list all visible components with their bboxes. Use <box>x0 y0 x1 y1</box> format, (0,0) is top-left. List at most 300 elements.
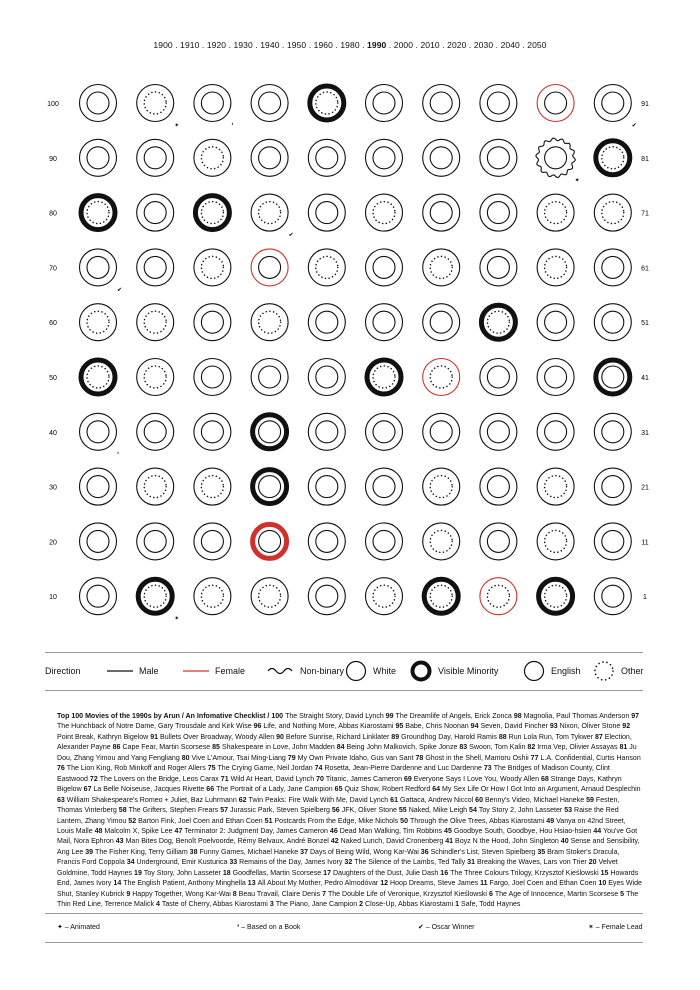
inner-ring <box>201 421 223 443</box>
row-label-right: 31 <box>641 429 649 437</box>
film-title: All About My Mother, Pedro Almodóvar <box>257 880 379 888</box>
inner-ring-dotted <box>373 366 395 388</box>
film-title: Fargo, Joel Coen and Ethan Coen <box>489 880 597 888</box>
row-label-right: 21 <box>641 484 649 492</box>
inner-ring-dotted <box>430 585 452 607</box>
inner-ring-dotted <box>430 366 452 388</box>
inner-ring <box>545 92 567 114</box>
wavy-line-icon <box>267 666 295 676</box>
inner-ring <box>87 256 109 278</box>
outer-ring <box>537 359 574 396</box>
film-cell <box>137 249 174 286</box>
outer-ring <box>366 578 403 615</box>
film-title: The Thin Red Line, Terrence Malick <box>57 890 639 909</box>
film-title: Rosetta, Jean-Pierre Dardenne and Luc Dardenne <box>324 765 482 773</box>
film-cell <box>366 468 403 505</box>
film-title: Boyz N the Hood, John Singleton <box>455 838 559 846</box>
film-cell <box>366 523 403 560</box>
outer-ring <box>251 304 288 341</box>
legend-direction <box>45 660 81 682</box>
row-label-left: 60 <box>49 320 57 328</box>
outer-ring <box>195 196 229 230</box>
film-title: The Bridges of Madison County, Clint Eastwood <box>57 765 610 783</box>
film-rank: 36 <box>418 848 431 856</box>
outer-ring <box>194 523 231 560</box>
outer-ring <box>251 359 288 396</box>
checklist-title: Top 100 Movies of the 1990s by Arun / An Infomative Checklist / <box>57 713 270 720</box>
inner-ring-dotted <box>602 202 624 224</box>
inner-ring <box>430 202 452 224</box>
outer-ring <box>194 85 231 122</box>
film-title: The English Patient, Anthony Minghella <box>123 880 246 888</box>
row-label-right: 91 <box>641 101 649 108</box>
legend-other-label: Other <box>621 666 644 676</box>
inner-ring <box>316 147 338 169</box>
decade-2030: 2030 <box>473 40 494 50</box>
inner-ring <box>545 147 567 169</box>
outer-ring <box>480 139 517 176</box>
inner-ring-dotted <box>259 311 281 333</box>
film-cell <box>537 249 574 286</box>
film-rank: 42 <box>328 838 341 846</box>
film-rank: 31 <box>465 859 477 867</box>
outer-ring <box>308 304 345 341</box>
inner-ring-dotted <box>144 366 166 388</box>
film-cell <box>137 304 174 341</box>
film-title: Funny Games, Michael Haneke <box>199 848 299 856</box>
film-title: Gattaca, Andrew Niccol <box>399 796 474 804</box>
inner-ring-dotted <box>316 92 338 114</box>
film-cell <box>423 194 460 231</box>
inner-ring-dotted <box>144 92 166 114</box>
outer-ring <box>594 249 631 286</box>
film-rank: 17 <box>321 869 333 877</box>
row-label-left: 50 <box>49 375 57 382</box>
film-cell <box>596 360 630 394</box>
inner-ring-dotted <box>487 585 509 607</box>
inner-ring-dotted <box>87 311 109 333</box>
outer-ring <box>480 85 517 122</box>
legend-top-divider <box>45 652 643 653</box>
film-cell <box>480 139 517 176</box>
outer-ring <box>480 578 517 615</box>
film-title: Shakespeare in Love, John Madden <box>221 744 335 752</box>
outer-ring <box>480 523 517 560</box>
inner-ring <box>602 476 624 498</box>
film-cell <box>194 139 231 176</box>
row-label-right: 11 <box>641 539 649 547</box>
outer-ring <box>537 523 574 560</box>
film-title: Postcards From the Edge, Mike Nichols <box>274 817 399 825</box>
film-rank: 84 <box>334 744 347 752</box>
outer-ring <box>594 194 631 231</box>
film-rank: 34 <box>124 859 137 867</box>
film-title: My Sex Life Or How I Got Into an Argument, Arnaud Desplechin <box>442 786 641 794</box>
film-title: Terminator 2: Judgment Day, James Cameron <box>184 827 328 835</box>
film-cell <box>536 138 580 184</box>
outer-ring <box>194 249 231 286</box>
film-cell <box>308 194 345 231</box>
film-cell <box>594 578 631 615</box>
film-rank: 7 <box>320 890 328 898</box>
inner-ring <box>87 421 109 443</box>
film-title: Underground, Emir Kusturica <box>136 859 228 867</box>
film-cell <box>367 360 401 394</box>
film-rank: 83 <box>457 744 470 752</box>
film-title: Twin Peaks: Fire Walk With Me, David Lynch <box>248 796 389 804</box>
film-cell <box>137 523 174 560</box>
film-rank: 93 <box>547 723 560 731</box>
outer-ring <box>251 578 288 615</box>
outer-ring <box>310 86 344 120</box>
outer-ring <box>366 139 403 176</box>
film-rank: 8 <box>230 890 239 898</box>
film-rank: 76 <box>57 765 67 773</box>
inner-ring <box>602 585 624 607</box>
outer-ring <box>480 249 517 286</box>
film-title: Happy Together, Wong Kar-Wai <box>132 890 231 898</box>
film-rank: 1 <box>453 901 462 909</box>
film-cell <box>137 85 180 130</box>
film-cell <box>253 415 287 449</box>
film-cell <box>594 523 631 560</box>
film-rank: 40 <box>558 838 571 846</box>
film-rank: 62 <box>236 796 249 804</box>
row-label-left: 30 <box>49 484 57 492</box>
film-rank: 59 <box>584 796 596 804</box>
film-cell <box>366 578 403 615</box>
film-cell <box>194 523 231 560</box>
film-marker: ✶ <box>174 122 180 129</box>
film-cell <box>423 304 460 341</box>
marker-key <box>45 918 643 938</box>
decade-separator: . <box>386 40 394 50</box>
film-rank: 87 <box>593 733 605 741</box>
inner-ring-dotted <box>430 256 452 278</box>
film-rank: 52 <box>126 817 139 825</box>
film-cell <box>481 305 515 339</box>
outer-ring <box>80 468 117 505</box>
decade-1920: 1920 <box>206 40 227 50</box>
outer-ring <box>80 139 117 176</box>
film-title: Days of Being Wild, Wong Kar-Wai <box>309 848 419 856</box>
film-rank: 15 <box>598 869 611 877</box>
inner-ring <box>87 476 109 498</box>
decade-2020: 2020 <box>447 40 467 50</box>
inner-ring <box>373 530 395 552</box>
film-cell <box>596 141 630 175</box>
decade-2050: 2050 <box>527 40 547 50</box>
film-title: Titanic, James Cameron <box>325 775 403 783</box>
outer-ring <box>137 523 174 560</box>
inner-ring <box>602 421 624 443</box>
outer-ring <box>596 141 630 175</box>
outer-ring <box>424 579 458 613</box>
film-cell <box>366 85 403 122</box>
film-cell <box>594 194 631 231</box>
film-cell <box>423 413 460 450</box>
decade-separator: . <box>252 40 261 50</box>
outer-ring <box>253 470 287 504</box>
film-cell <box>137 468 174 505</box>
outer-ring <box>251 249 288 286</box>
film-title: Raise the Red Lantern, Zhang Yimou <box>57 807 619 825</box>
decade-separator: . <box>493 40 501 50</box>
outer-ring <box>480 359 517 396</box>
film-cell <box>480 249 517 286</box>
film-title: Life, and Nothing More, Abbas Kiarostami <box>263 723 394 731</box>
inner-ring-dotted <box>602 147 624 169</box>
film-rank: 60 <box>473 796 485 804</box>
outer-ring <box>194 413 231 450</box>
film-title: Naked, Mike Leigh <box>408 807 468 815</box>
film-rank: 69 <box>402 775 414 783</box>
film-rank: 43 <box>113 838 126 846</box>
film-rank: 47 <box>172 827 185 835</box>
outer-ring <box>80 304 117 341</box>
decade-separator: . <box>332 40 341 50</box>
film-rank: 90 <box>274 733 286 741</box>
outer-ring <box>537 85 574 122</box>
film-title: JFK, Oliver Stone <box>341 807 397 815</box>
film-cell <box>194 85 234 130</box>
film-cell <box>81 196 115 230</box>
inner-ring <box>545 421 567 443</box>
outer-ring <box>423 304 460 341</box>
decade-1930: 1930 <box>233 40 253 50</box>
film-cell <box>253 524 287 558</box>
inner-ring-dotted <box>545 202 567 224</box>
inner-ring <box>87 530 109 552</box>
legend-male-label: Male <box>139 666 159 676</box>
outer-ring <box>366 413 403 450</box>
film-cell <box>194 578 231 615</box>
dotted-ring-icon <box>593 660 615 682</box>
film-cell <box>424 579 458 613</box>
inner-ring <box>373 421 395 443</box>
outer-ring <box>366 85 403 122</box>
film-cell <box>423 523 460 560</box>
outer-ring <box>423 249 460 286</box>
film-cell <box>366 139 403 176</box>
film-rank: 100 <box>271 713 286 720</box>
inner-ring-dotted <box>316 256 338 278</box>
film-rank: 97 <box>629 713 640 720</box>
film-cell <box>251 194 294 239</box>
inner-ring-dotted <box>201 476 223 498</box>
outer-ring <box>596 360 630 394</box>
outer-ring <box>308 139 345 176</box>
outer-ring <box>537 194 574 231</box>
inner-ring <box>602 311 624 333</box>
thin-ring-icon <box>345 660 367 682</box>
outer-ring <box>481 305 515 339</box>
decade-1950: 1950 <box>286 40 307 50</box>
film-marker: ❛ <box>231 122 234 129</box>
outer-ring <box>308 249 345 286</box>
film-rank: 91 <box>148 733 161 741</box>
film-title: The Fisher King, Terry Gilliam <box>95 848 188 856</box>
film-title: The Crying Game, Neil Jordan <box>217 765 313 773</box>
film-title: The Grifters, Stephen Frears <box>128 807 219 815</box>
inner-ring-dotted <box>259 585 281 607</box>
outer-ring <box>251 139 288 176</box>
outer-ring <box>423 413 460 450</box>
film-cell <box>251 85 288 122</box>
film-cell <box>194 413 231 450</box>
outer-ring <box>423 194 460 231</box>
film-cell <box>137 413 174 450</box>
outer-ring <box>308 359 345 396</box>
film-rank: 3 <box>267 901 276 909</box>
film-cell <box>194 304 231 341</box>
key-animated: ✦ – Animated <box>57 924 100 931</box>
decade-separator: . <box>226 40 234 50</box>
outer-ring <box>251 194 288 231</box>
film-cell <box>80 578 117 615</box>
row-label-left: 10 <box>49 594 57 602</box>
film-list <box>57 713 642 908</box>
film-title: You've Got Mail, Nora Ephron <box>57 827 638 846</box>
film-cell <box>308 249 345 286</box>
legend <box>45 660 643 682</box>
film-rank: 49 <box>544 817 557 825</box>
outer-ring <box>137 304 174 341</box>
film-rank: 99 <box>383 713 396 720</box>
film-cell <box>251 359 288 396</box>
film-rank: 77 <box>528 754 541 762</box>
film-title: The Dreamlife of Angels, Erick Zonca <box>395 713 512 720</box>
inner-ring <box>144 421 166 443</box>
film-title: Remains of the Day, James Ivory <box>239 859 343 867</box>
film-title: Toy Story, John Lasseter <box>143 869 221 877</box>
decade-separator: . <box>172 40 181 50</box>
outer-ring <box>537 468 574 505</box>
film-cell <box>80 249 123 294</box>
inner-ring-dotted <box>144 476 166 498</box>
film-title: Run Lola Run, Tom Tykwer <box>508 733 594 741</box>
decade-separator: . <box>359 40 368 50</box>
film-title: Goodfellas, Martin Scorsese <box>232 869 322 877</box>
inner-ring <box>430 311 452 333</box>
film-title: Seven, David Fincher <box>480 723 548 731</box>
inner-ring <box>487 530 509 552</box>
outer-ring <box>594 523 631 560</box>
film-rank: 86 <box>110 744 123 752</box>
film-rank: 68 <box>539 775 551 783</box>
film-cell <box>423 359 460 396</box>
film-cell <box>537 304 574 341</box>
film-marker: ✔ <box>288 231 294 239</box>
outer-ring <box>423 359 460 396</box>
inner-ring <box>545 366 567 388</box>
outer-ring <box>194 139 231 176</box>
inner-ring-dotted <box>430 476 452 498</box>
inner-ring <box>144 256 166 278</box>
film-rank: 6 <box>486 890 495 898</box>
film-marker: ✶ <box>174 615 180 623</box>
film-checklist <box>57 712 642 911</box>
film-cell <box>594 413 631 450</box>
film-title: Barton Fink, Joel Coen and Ethan Coen <box>138 817 263 825</box>
inner-ring <box>316 585 338 607</box>
film-rank: 80 <box>179 754 192 762</box>
film-title: Festen, Thomas Vinterberg <box>57 796 620 815</box>
inner-ring-dotted <box>144 585 166 607</box>
row-label-right: 81 <box>641 155 649 163</box>
legend-female-label: Female <box>215 666 246 676</box>
inner-ring-dotted <box>201 202 223 224</box>
film-title: Magnolia, Paul Thomas Anderson <box>523 713 630 720</box>
decade-1910: 1910 <box>180 40 200 50</box>
inner-ring-dotted <box>201 585 223 607</box>
key-female-lead: ✶ – Female Lead <box>588 924 643 931</box>
solid-inner-ring-icon <box>523 660 545 682</box>
film-cell <box>251 249 288 286</box>
inner-ring-dotted <box>545 476 567 498</box>
film-title: Vanya on 42nd Street, Louis Malle <box>57 817 626 835</box>
legend-english-label: English <box>551 666 581 676</box>
outer-ring <box>194 578 231 615</box>
outer-ring <box>194 468 231 505</box>
decade-1960: 1960 <box>313 40 333 50</box>
film-rank: 44 <box>591 827 604 835</box>
film-title: Close-Up, Abbas Kiarostami <box>365 901 454 909</box>
film-rank: 58 <box>116 807 129 815</box>
legend-nonbinary <box>267 660 344 682</box>
row-label-right: 61 <box>641 265 649 273</box>
film-title: Cape Fear, Martin Scorsese <box>122 744 211 752</box>
decade-separator: . <box>199 40 207 50</box>
inner-ring <box>373 147 395 169</box>
outer-ring <box>308 468 345 505</box>
film-rank: 95 <box>393 723 406 731</box>
film-rank: 88 <box>496 733 509 741</box>
film-rank: 94 <box>468 723 481 731</box>
row-label-left: 100 <box>47 101 59 108</box>
decade-separator: . <box>519 40 528 50</box>
film-rank: 72 <box>87 775 100 783</box>
film-rank: 12 <box>378 880 391 888</box>
outer-ring <box>137 413 174 450</box>
film-cell <box>366 413 403 450</box>
film-rank: 2 <box>357 901 366 909</box>
film-title: The Age of Innocence, Martin Scorsese <box>494 890 619 898</box>
row-label-left: 20 <box>49 539 57 547</box>
keys-bottom-divider <box>45 942 643 943</box>
film-rank: 35 <box>535 848 548 856</box>
film-cell <box>80 523 117 560</box>
inner-ring <box>316 366 338 388</box>
row-label-right: 1 <box>643 594 647 602</box>
film-rank: 41 <box>443 838 456 846</box>
male-line-icon <box>107 668 133 674</box>
outer-ring <box>536 138 575 177</box>
inner-ring <box>259 256 281 278</box>
outer-ring <box>308 578 345 615</box>
film-title: The Three Colours Trilogy, Krzysztof Kieślowski <box>450 869 599 877</box>
film-cell <box>80 139 117 176</box>
film-cell <box>537 468 574 505</box>
inner-ring <box>373 256 395 278</box>
outer-ring <box>137 85 174 122</box>
film-title: Irma Vep, Olivier Assayas <box>537 744 618 752</box>
outer-ring <box>80 523 117 560</box>
row-label-left: 40 <box>49 429 57 437</box>
film-title: Velvet Goldmine, Todd Haynes <box>57 859 618 877</box>
inner-ring <box>87 147 109 169</box>
inner-ring <box>144 202 166 224</box>
